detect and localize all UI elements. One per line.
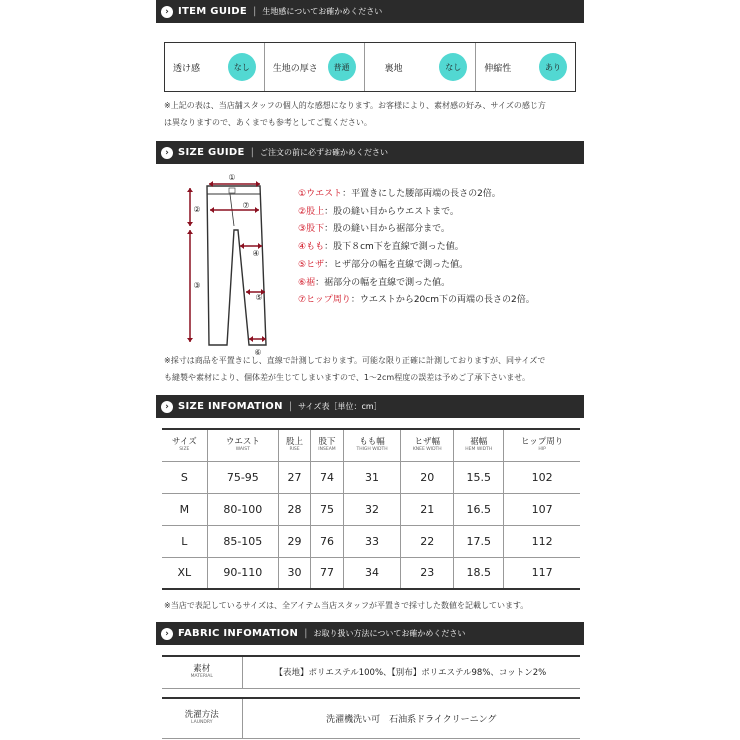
legend-row: ④もも：股下８cm下を直線で測った値。 — [298, 242, 464, 253]
legend-row: ⑦ヒップ周り：ウエストから20cm下の両端の長さの2倍。 — [298, 295, 535, 306]
chevron-right-icon: › — [161, 147, 173, 159]
chevron-right-icon: › — [161, 401, 173, 413]
item-guide-header: › ITEM GUIDE | 生地感についてお確かめください — [156, 0, 584, 23]
guide-item-lining: 裏地 なし — [365, 43, 477, 91]
section-subtitle: お取り扱い方法についてお確かめください — [313, 629, 466, 638]
pants-diagram — [182, 170, 277, 360]
rating-badge: あり — [539, 53, 567, 81]
guide-item-transparency: 透け感 なし — [165, 43, 265, 91]
table-row: S 75-95 27 74 31 20 15.5 102 — [162, 461, 580, 493]
size-info-header: › SIZE INFOMATION | サイズ表［単位：cm］ — [156, 395, 584, 418]
table-row: M 80-100 28 75 32 21 16.5 107 — [162, 493, 580, 525]
laundry-value: 洗濯機洗い可 石油系ドライクリーニング — [242, 698, 580, 738]
size-info-note: ※当店で表記しているサイズは、全アイテム当店スタッフが平置きで採寸した数値を記載しています。 — [164, 601, 529, 610]
item-guide-note: ※上記の表は、当店舗スタッフの個人的な感想になります。お客様により、素材感の好み、サイズの感じ方 は異なりますので、あくまでも参考としてご覧ください。 — [164, 101, 546, 127]
guide-item-thickness: 生地の厚さ 普通 — [265, 43, 365, 91]
column-header: サイズ SIZE — [162, 429, 207, 461]
size-guide-header: › SIZE GUIDE | ご注文の前に必ずお確かめください — [156, 141, 584, 164]
section-title: SIZE INFOMATION — [178, 401, 283, 412]
column-header: 裾幅 HEM WIDTH — [454, 429, 504, 461]
fabric-table — [162, 655, 580, 739]
rating-badge: なし — [228, 53, 256, 81]
diagram-number-5: ⑤ — [255, 293, 263, 302]
chevron-right-icon: › — [161, 628, 173, 640]
section-title: SIZE GUIDE — [178, 147, 245, 158]
laundry-label: 洗濯方法 LAUNDRY — [162, 698, 242, 738]
diagram-number-6: ⑥ — [254, 348, 262, 357]
legend-row: ③股下：股の縫い目から裾部分まで。 — [298, 224, 450, 235]
column-header: 股上 RISE — [278, 429, 310, 461]
diagram-number-7: ⑦ — [242, 201, 250, 210]
legend-row: ①ウエスト：平置きにした腰部両端の長さの2倍。 — [298, 189, 501, 199]
section-subtitle: サイズ表［単位：cm］ — [298, 402, 382, 411]
column-header: ウエスト WAIST — [207, 429, 278, 461]
table-header-row — [162, 429, 580, 461]
column-header: もも幅 THIGH WIDTH — [343, 429, 400, 461]
table-row: XL 90-110 30 77 34 23 18.5 117 — [162, 557, 580, 589]
section-subtitle: ご注文の前に必ずお確かめください — [260, 148, 389, 157]
legend-row: ⑤ヒザ：ヒザ部分の幅を直線で測った値。 — [298, 259, 469, 270]
size-guide-note: ※採寸は商品を平置きにし、直線で計測しております。可能な限り正確に計測しておりますが、同サイズで も縫製や素材により、個体差が生じてしまいますので、1〜2cm程度の誤差は予めご了承下さいませ。 — [164, 356, 546, 382]
item-guide-box — [164, 42, 576, 92]
material-value: 【表地】ポリエステル100%、【別布】ポリエステル98%、コットン2% — [242, 656, 580, 688]
laundry-row — [162, 698, 580, 738]
section-subtitle: 生地感についてお確かめください — [262, 7, 383, 16]
legend-row: ⑥裾：裾部分の幅を直線で測った値。 — [298, 277, 451, 288]
diagram-number-2: ② — [193, 205, 201, 214]
legend-row: ②股上：股の縫い目からウエストまで。 — [298, 206, 459, 217]
rating-badge: なし — [439, 53, 467, 81]
size-table — [162, 428, 580, 590]
guide-item-stretch: 伸縮性 あり — [476, 43, 575, 91]
column-header: ヒップ周り HIP — [504, 429, 580, 461]
fabric-info-header: › FABRIC INFOMATION | お取り扱い方法についてお確かめください — [156, 622, 584, 645]
column-header: 股下 INSEAM — [311, 429, 344, 461]
table-row: L 85-105 29 76 33 22 17.5 112 — [162, 525, 580, 557]
column-header: ヒザ幅 KNEE WIDTH — [401, 429, 454, 461]
diagram-number-1: ① — [228, 173, 236, 182]
chevron-right-icon: › — [161, 6, 173, 18]
diagram-number-3: ③ — [193, 281, 201, 290]
measurement-legend — [298, 186, 535, 310]
material-row — [162, 656, 580, 688]
rating-badge: 普通 — [328, 53, 356, 81]
section-title: FABRIC INFOMATION — [178, 628, 299, 639]
material-label: 素材 MATERIAL — [162, 656, 242, 688]
section-title: ITEM GUIDE — [178, 6, 247, 17]
diagram-number-4: ④ — [252, 249, 260, 258]
